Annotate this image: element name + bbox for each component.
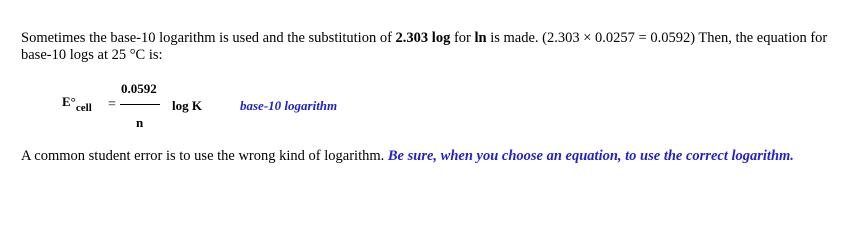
cell-subscript: cell bbox=[75, 102, 92, 114]
intro-text-2: for bbox=[450, 30, 475, 46]
log-k-term: log K bbox=[172, 98, 202, 113]
warning-emphasis: Be sure, when you choose an equation, to use the correct logarithm. bbox=[387, 148, 794, 164]
warning-paragraph bbox=[21, 148, 861, 165]
fraction-numerator: 0.0592 bbox=[121, 81, 157, 96]
equals-sign: = bbox=[108, 97, 116, 112]
intro-text-1: Sometimes the base-10 logarithm is used and the substitution of bbox=[21, 30, 396, 46]
fraction-denominator: n bbox=[136, 115, 144, 130]
equation-lhs bbox=[62, 94, 92, 114]
intro-bold-2303-log: 2.303 log bbox=[395, 30, 451, 46]
e-standard-symbol: E° bbox=[62, 94, 76, 109]
intro-bold-ln: ln bbox=[474, 30, 487, 46]
fraction-bar bbox=[120, 104, 160, 105]
intro-text-3: is made. (2.303 × 0.0257 = 0.0592) Then, the equation for base-10 logs at 25 °C is: bbox=[21, 30, 828, 63]
warning-text: A common student error is to use the wrong kind of logarithm. bbox=[21, 148, 388, 164]
equation-note: base-10 logarithm bbox=[240, 98, 338, 113]
